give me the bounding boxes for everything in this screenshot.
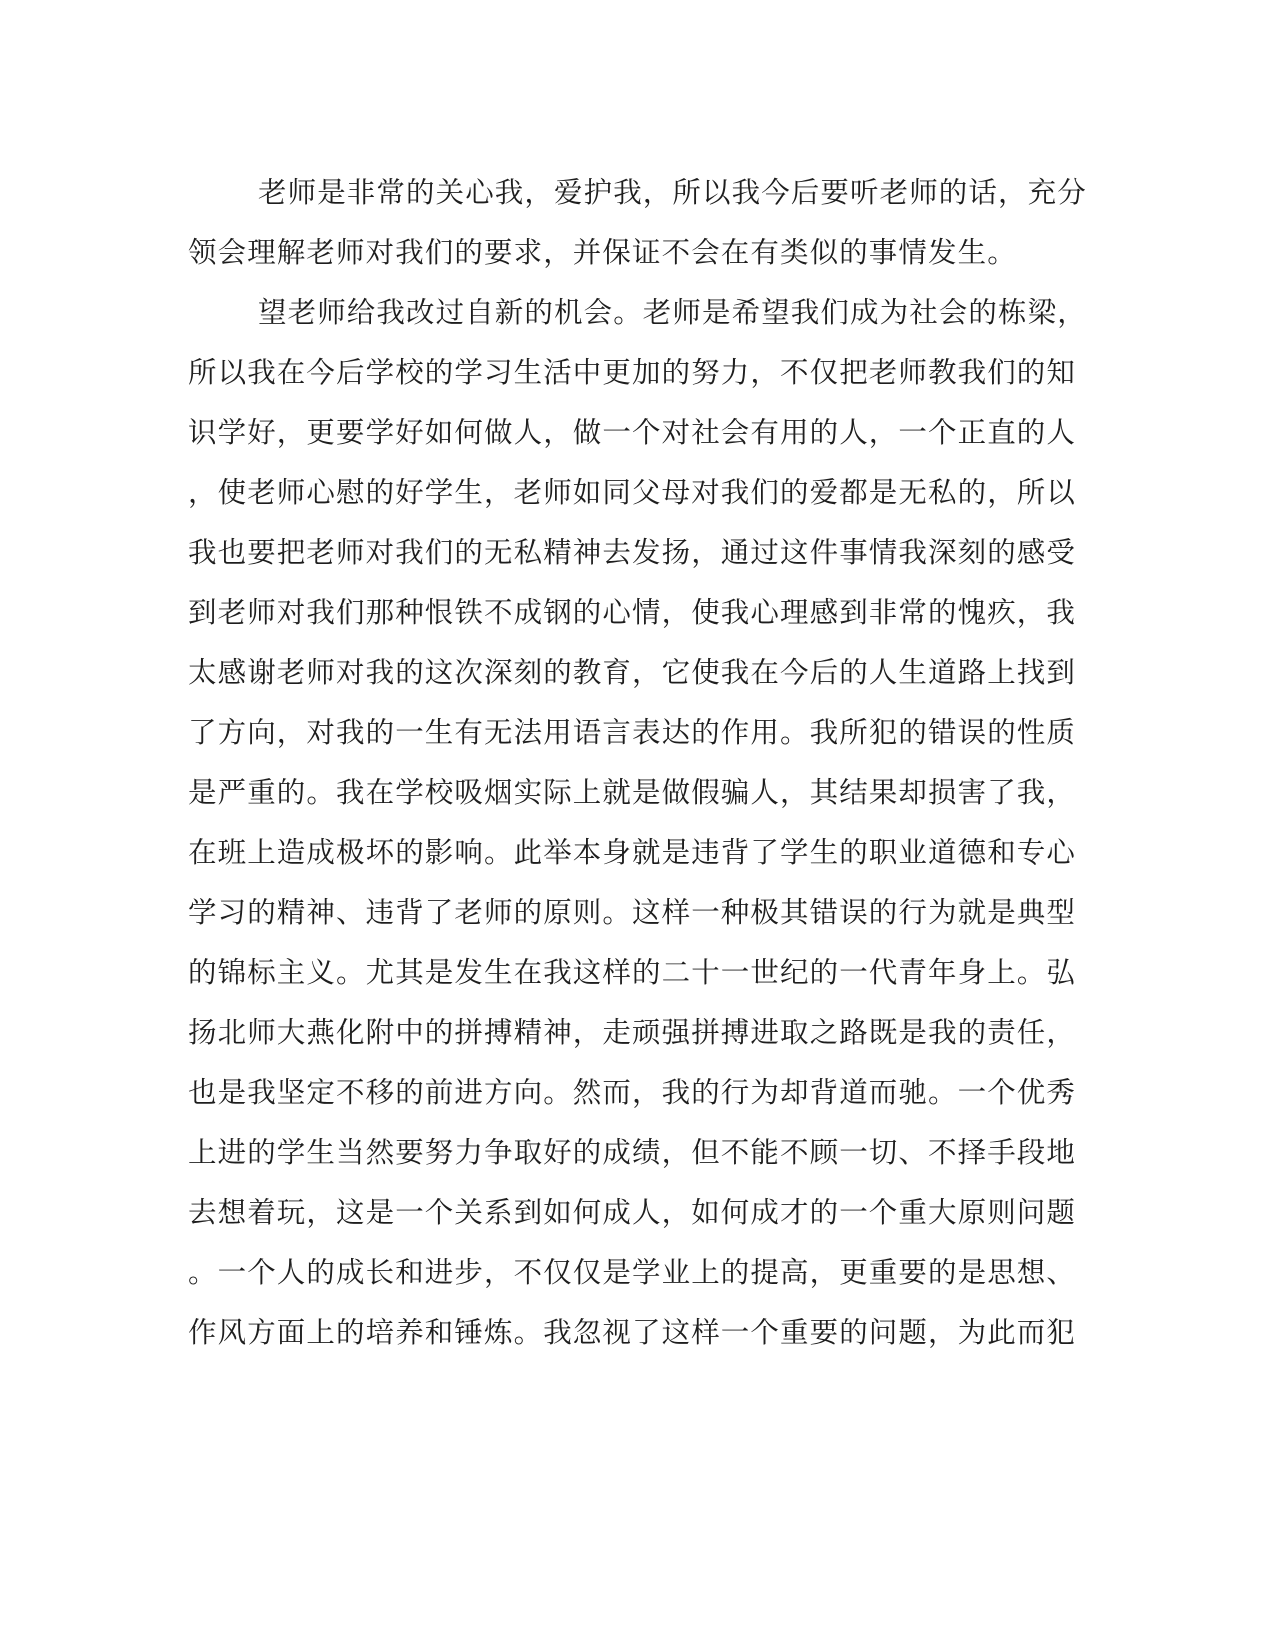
text-line: 作风方面上的培养和锤炼。我忽视了这样一个重要的问题，为此而犯 — [188, 1316, 1077, 1349]
text-line: 太感谢老师对我的这次深刻的教育，它使我在今后的人生道路上找到 — [188, 656, 1077, 689]
text-line: 所以我在今后学校的学习生活中更加的努力，不仅把老师教我们的知 — [188, 356, 1077, 389]
text-line: 也是我坚定不移的前进方向。然而，我的行为却背道而驰。一个优秀 — [188, 1076, 1077, 1109]
text-line: ，使老师心慰的好学生，老师如同父母对我们的爱都是无私的，所以 — [188, 476, 1077, 509]
text-line: 。一个人的成长和进步，不仅仅是学业上的提高，更重要的是思想、 — [188, 1256, 1077, 1289]
text-line: 望老师给我改过自新的机会。老师是希望我们成为社会的栋梁， — [258, 296, 1087, 329]
text-line: 识学好，更要学好如何做人，做一个对社会有用的人，一个正直的人 — [188, 416, 1077, 449]
text-line: 上进的学生当然要努力争取好的成绩，但不能不顾一切、不择手段地 — [188, 1136, 1077, 1169]
text-line: 是严重的。我在学校吸烟实际上就是做假骗人，其结果却损害了我， — [188, 776, 1077, 809]
text-line: 我也要把老师对我们的无私精神去发扬，通过这件事情我深刻的感受 — [188, 536, 1077, 569]
text-line: 在班上造成极坏的影响。此举本身就是违背了学生的职业道德和专心 — [188, 836, 1077, 869]
text-line: 扬北师大燕化附中的拼搏精神，走顽强拼搏进取之路既是我的责任， — [188, 1016, 1077, 1049]
body-text — [188, 163, 1087, 1363]
text-line: 领会理解老师对我们的要求，并保证不会在有类似的事情发生。 — [188, 236, 1017, 269]
text-line: 去想着玩，这是一个关系到如何成人，如何成才的一个重大原则问题 — [188, 1196, 1077, 1229]
text-line: 到老师对我们那种恨铁不成钢的心情，使我心理感到非常的愧疚，我 — [188, 596, 1077, 629]
text-line: 老师是非常的关心我，爱护我，所以我今后要听老师的话，充分 — [258, 176, 1087, 209]
text-line: 的锦标主义。尤其是发生在我这样的二十一世纪的一代青年身上。弘 — [188, 956, 1077, 989]
text-line: 了方向，对我的一生有无法用语言表达的作用。我所犯的错误的性质 — [188, 716, 1077, 749]
text-line: 学习的精神、违背了老师的原则。这样一种极其错误的行为就是典型 — [188, 896, 1077, 929]
